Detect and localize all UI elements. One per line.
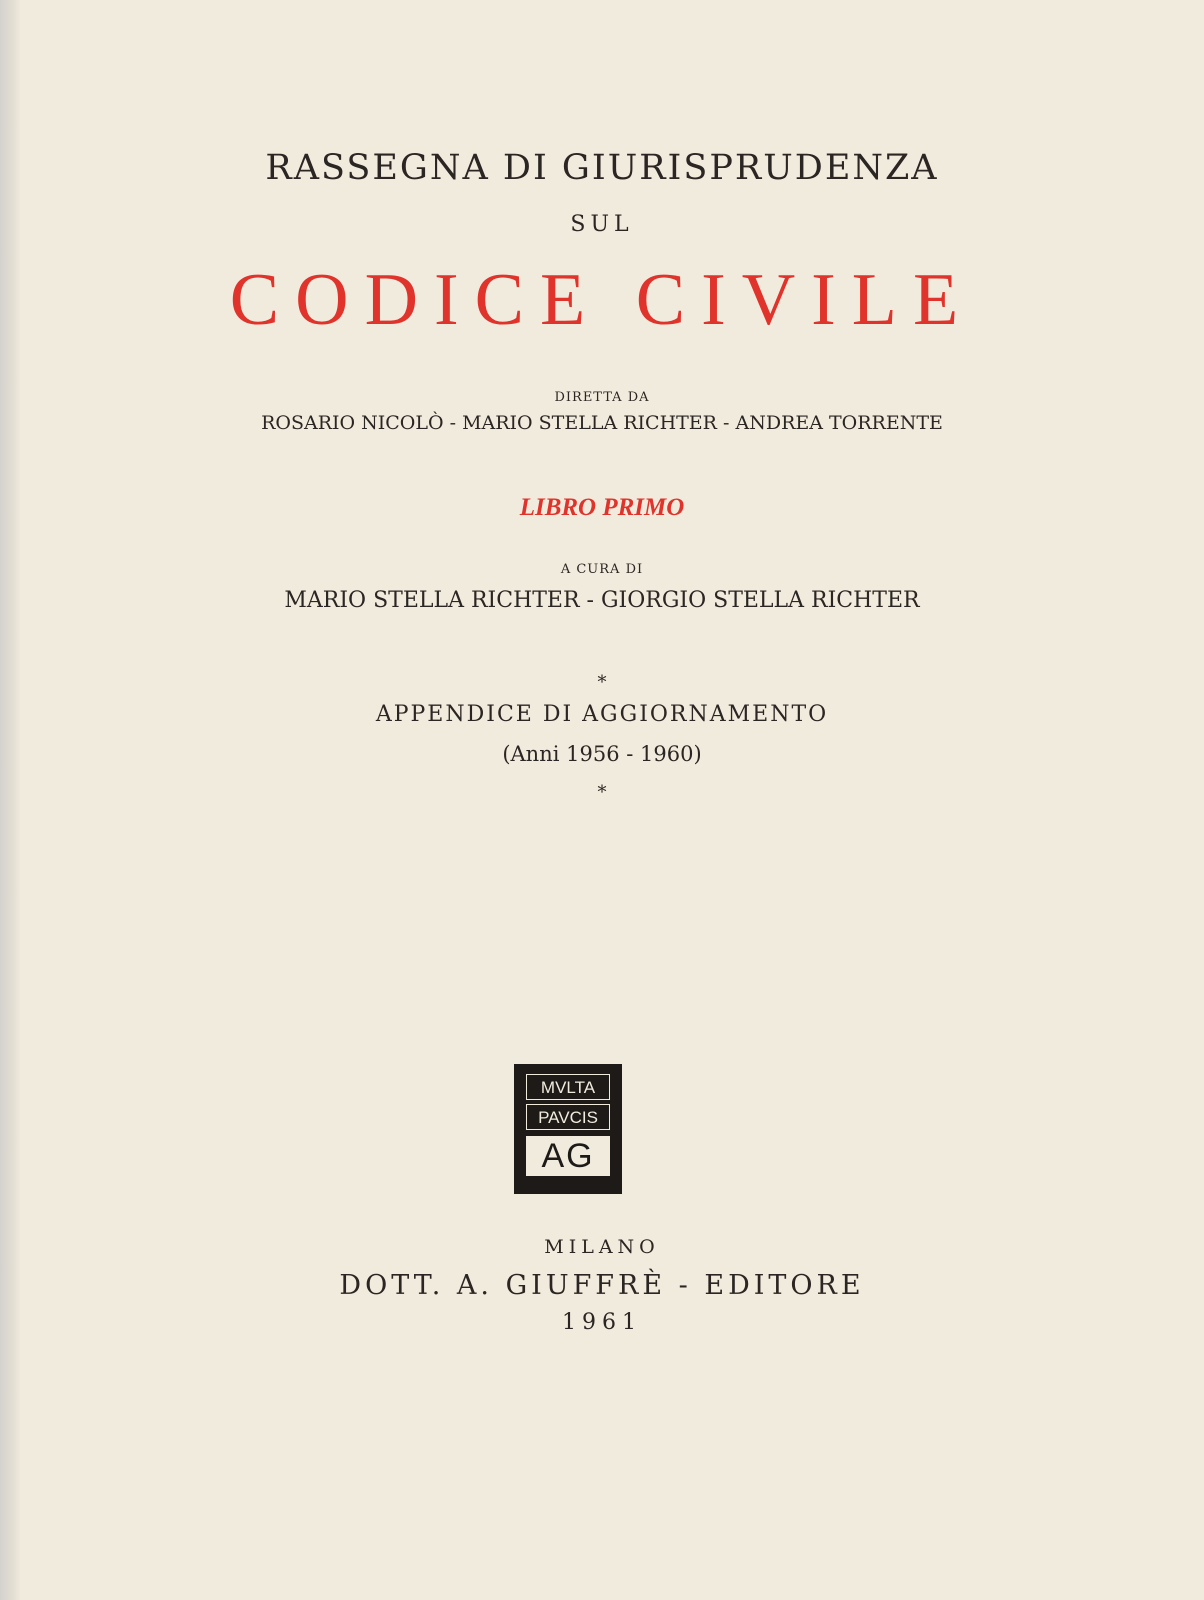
appendix-title: APPENDICE DI AGGIORNAMENTO [375,702,829,727]
publisher-logo-icon [514,1064,622,1194]
appendix-years: (Anni 1956 - 1960) [502,742,702,766]
logo-line-1: MVLTA [526,1074,610,1100]
ornament-bottom: * [597,782,607,803]
publication-year: 1961 [562,1310,642,1335]
directed-by-label: DIRETTA DA [554,390,650,405]
logo-line-2: PAVCIS [526,1104,610,1130]
book-volume: LIBRO PRIMO [519,494,685,521]
directors: ROSARIO NICOLÒ - MARIO STELLA RICHTER - ANDREA TORRENTE [261,412,943,434]
publication-city: MILANO [544,1236,660,1258]
ornament-top: * [597,672,607,693]
publisher-name: DOTT. A. GIUFFRÈ - EDITORE [339,1270,865,1301]
edited-by-label: A CURA DI [560,562,644,577]
main-title: CODICE CIVILE [229,259,975,341]
logo-monogram: AG [526,1136,610,1176]
title-preposition: SUL [570,212,634,237]
series-title: RASSEGNA DI GIURISPRUDENZA [265,148,939,188]
editors: MARIO STELLA RICHTER - GIORGIO STELLA RICHTER [284,588,920,613]
